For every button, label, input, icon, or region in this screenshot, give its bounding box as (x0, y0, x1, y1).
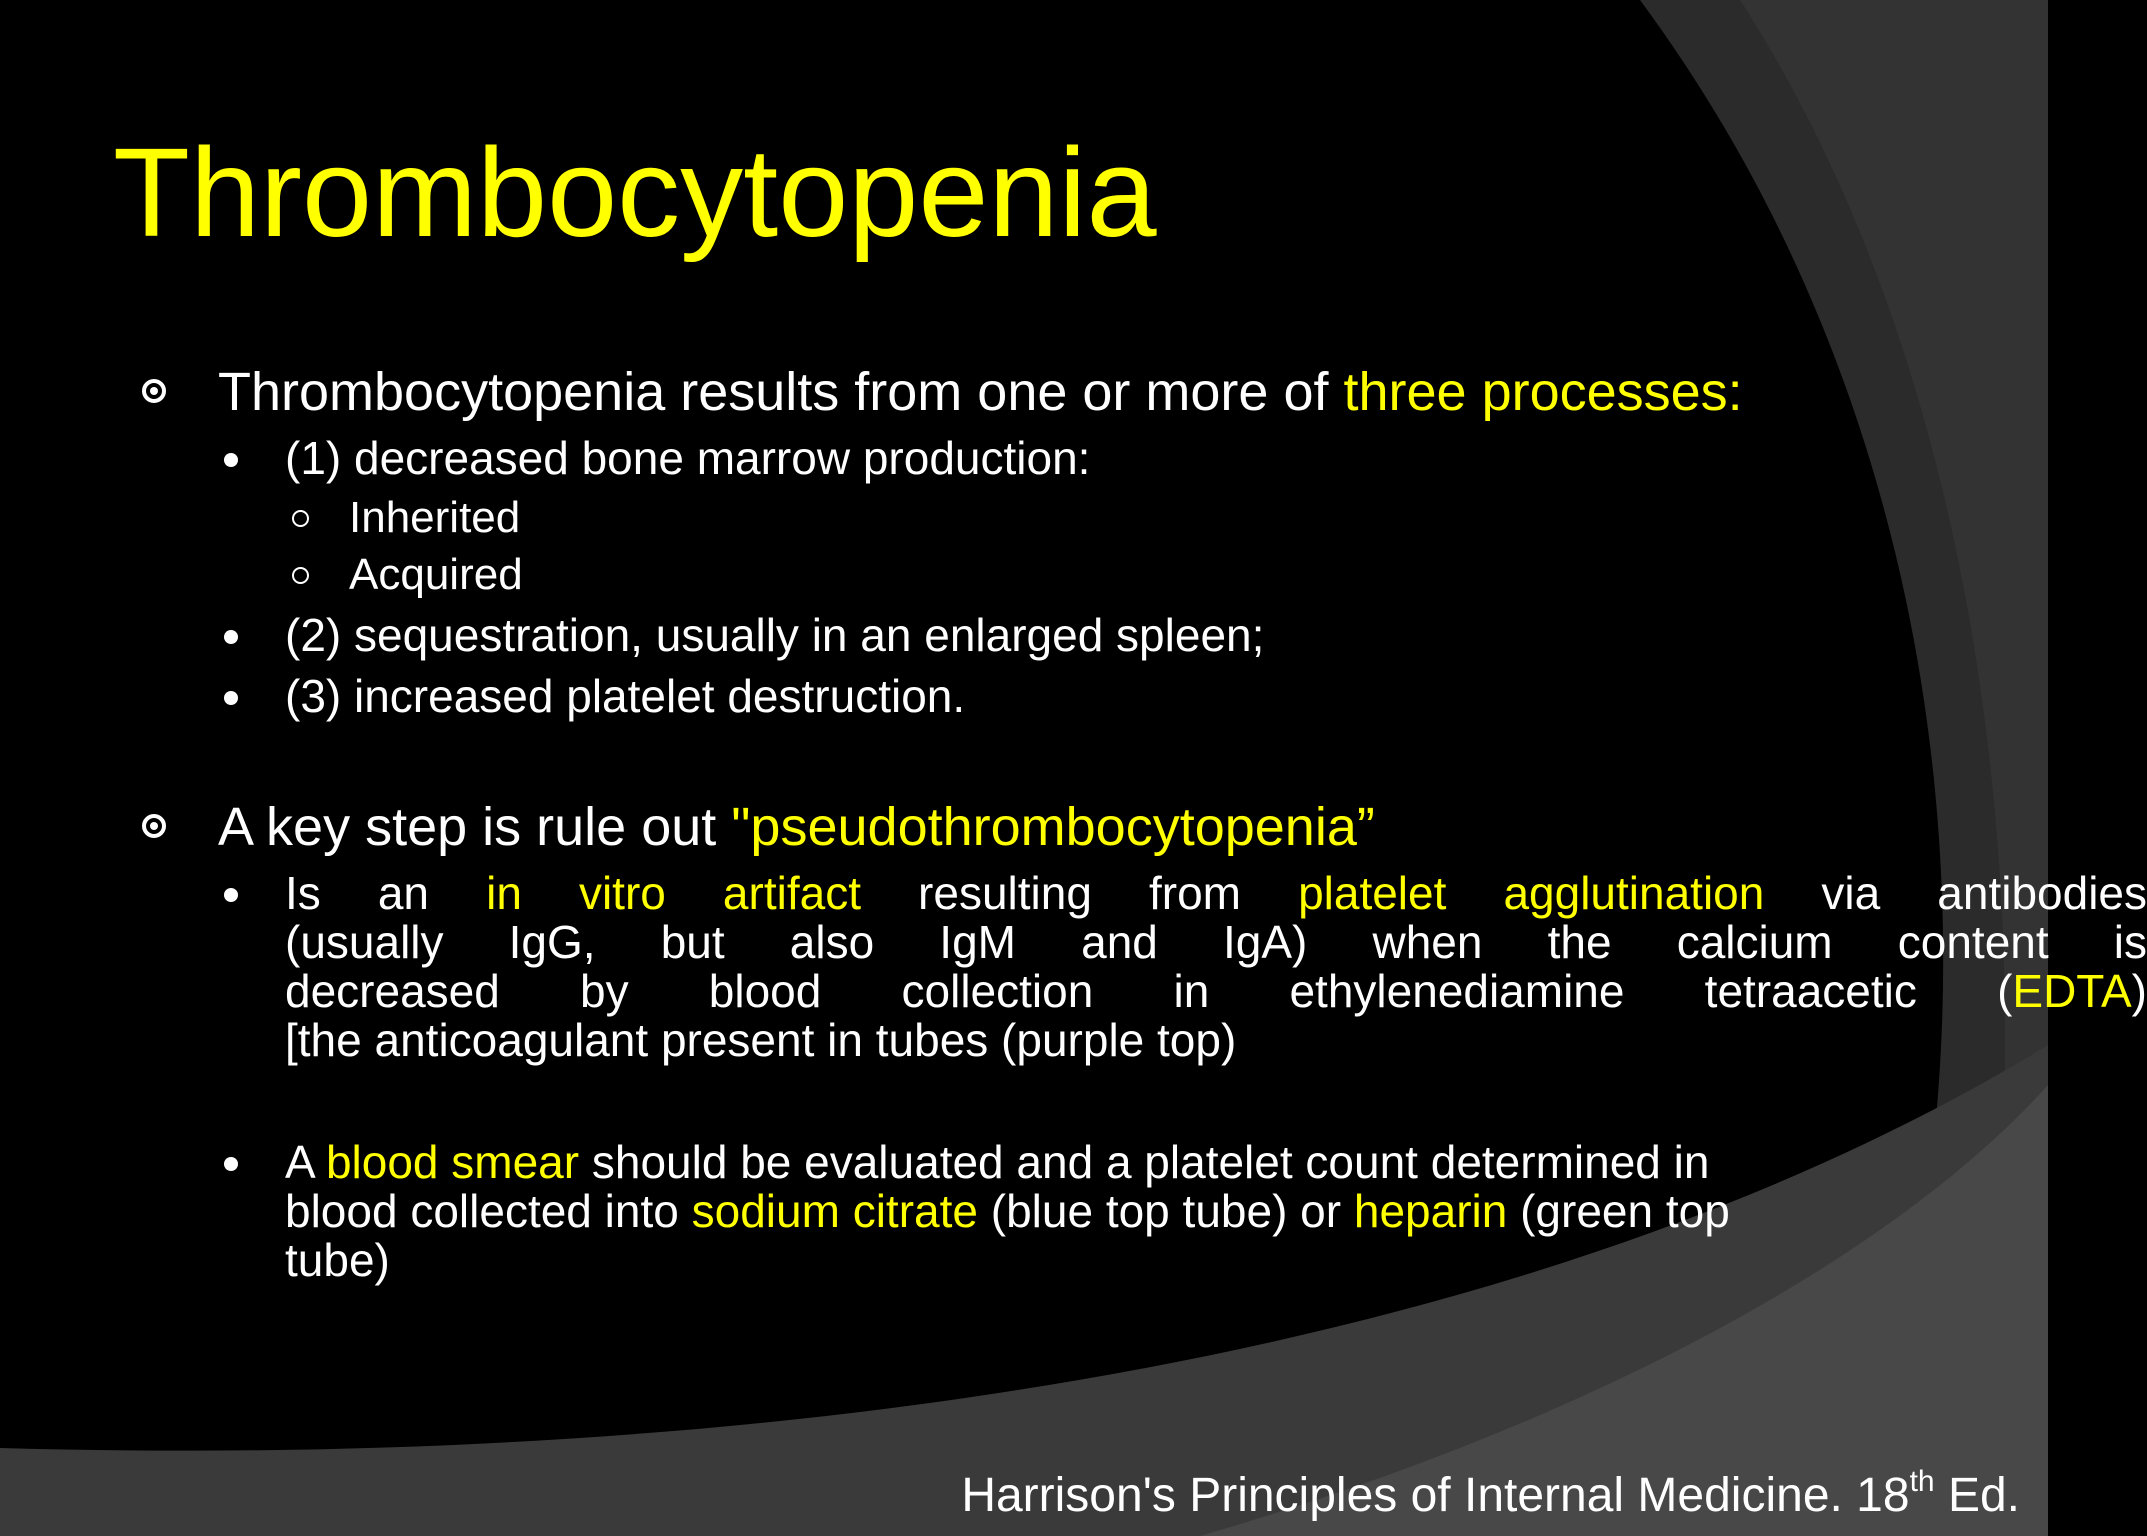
bullet-text: A key step is rule out (218, 797, 732, 857)
highlight-pseudothrombocytopenia: "pseudothrombocytopenia” (731, 797, 1375, 857)
highlight-three-processes: three processes: (1343, 362, 1743, 422)
subsub-bullet-text: Inherited (349, 493, 521, 542)
blood-smear-paragraph: A blood smear should be evaluated and a platelet count determined in blood collected into sodium citrate (blue top tube) or heparin (green top tube) (285, 1136, 1730, 1286)
ring-bullet-icon (292, 510, 309, 527)
subsub-bullet-text: Acquired (349, 550, 523, 599)
dot-bullet-icon (224, 888, 238, 902)
highlight-in-vitro-artifact: in vitro artifact (486, 867, 861, 919)
ring-bullet-icon (292, 567, 309, 584)
artifact-paragraph: Is an in vitro artifact resulting from platelet agglutination via antibodies (usually IgG, but also IgM and IgA) when the calcium content is decreased by blood collection in ethylenediamine tetraacetic (EDTA) [the anticoagulant present in tubes (purple top) (285, 867, 2147, 1066)
slide-title: Thrombocytopenia (113, 122, 1157, 263)
sub-bullet-text: (3) increased platelet destruction. (285, 670, 966, 722)
citation-footer: Harrison's Principles of Internal Medicine. 18th Ed. (961, 1465, 2020, 1522)
highlight-sodium-citrate: sodium citrate (691, 1185, 978, 1237)
sub-bullet-text: (2) sequestration, usually in an enlarged spleen; (285, 609, 1265, 661)
circle-bullet-icon (142, 814, 166, 838)
dot-bullet-icon (224, 1157, 238, 1171)
highlight-edta: EDTA (2012, 965, 2132, 1017)
sub-bullet-text: (1) decreased bone marrow production: (285, 432, 1091, 484)
bullet-text: Thrombocytopenia results from one or more of (218, 362, 1344, 422)
dot-bullet-icon (224, 453, 238, 467)
dot-bullet-icon (224, 691, 238, 705)
highlight-platelet-agglutination: platelet agglutination (1298, 867, 1765, 919)
dot-bullet-icon (224, 630, 238, 644)
circle-bullet-icon (142, 379, 166, 403)
highlight-blood-smear: blood smear (325, 1136, 580, 1188)
highlight-heparin: heparin (1353, 1185, 1508, 1237)
